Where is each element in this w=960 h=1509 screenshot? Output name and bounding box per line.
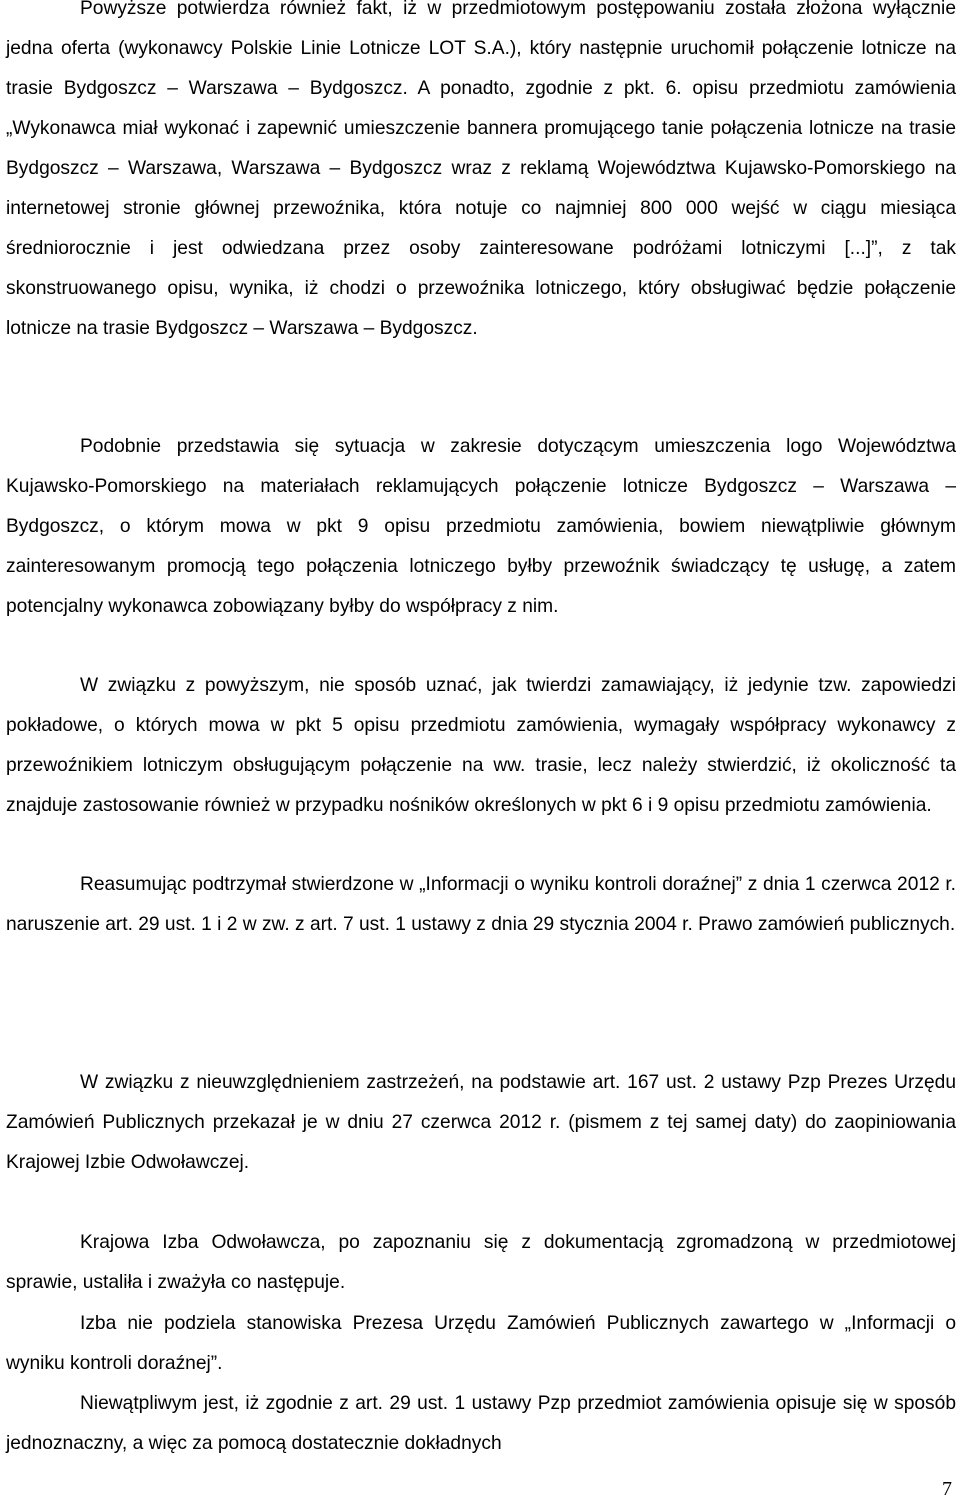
paragraph-6: Krajowa Izba Odwoławcza, po zapoznaniu się z dokumentacją zgromadzoną w przedmiotowej sprawie, ustaliła i zważyła co następuje. xyxy=(6,1232,956,1293)
paragraph-5: W związku z nieuwzględnieniem zastrzeżeń, na podstawie art. 167 ust. 2 ustawy Pzp Prezes Urzędu Zamówień Publicznych przekazał je w dniu 27 czerwca 2012 r. (pismem z tej samej daty) do zaopiniowania Krajowej Izbie Odwoławczej. xyxy=(6,1072,956,1173)
paragraph-2: Podobnie przedstawia się sytuacja w zakresie dotyczącym umieszczenia logo Województwa Kujawsko-Pomorskiego na materiałach reklamujących połączenie lotnicze Bydgoszcz – Warszawa – Bydgoszcz, o którym mowa w pkt 9 opisu przedmiotu zamówienia, bowiem niewątpliwie głównym zainteresowanym promocją tego połączenia lotniczego byłby przewoźnik świadczący tę usługę, a zatem potencjalny wykonawca zobowiązany byłby do współpracy z nim. xyxy=(6,436,956,617)
paragraph-3: W związku z powyższym, nie sposób uznać, jak twierdzi zamawiający, iż jedynie tzw. zapowiedzi pokładowe, o których mowa w pkt 5 opisu przedmiotu zamówienia, wymagały współpracy wykonawcy z przewoźnikiem lotniczym obsługującym połączenie na ww. trasie, lecz należy stwierdzić, iż okoliczność ta znajduje zastosowanie również w przypadku nośników określonych w pkt 6 i 9 opisu przedmiotu zamówienia. xyxy=(6,675,956,816)
paragraph-7: Izba nie podziela stanowiska Prezesa Urzędu Zamówień Publicznych zawartego w „Informacji o wyniku kontroli doraźnej”. xyxy=(6,1313,956,1374)
paragraph-4: Reasumując podtrzymał stwierdzone w „Informacji o wyniku kontroli doraźnej” z dnia 1 czerwca 2012 r. naruszenie art. 29 ust. 1 i 2 w zw. z art. 7 ust. 1 ustawy z dnia 29 stycznia 2004 r. Prawo zamówień publicznych. xyxy=(6,874,956,935)
page-number: 7 xyxy=(942,1478,952,1500)
paragraph-8: Niewątpliwym jest, iż zgodnie z art. 29 ust. 1 ustawy Pzp przedmiot zamówienia opisuje się w sposób jednoznaczny, a więc za pomocą dostatecznie dokładnych xyxy=(6,1393,956,1454)
paragraph-1: Powyższe potwierdza również fakt, iż w przedmiotowym postępowaniu została złożona wyłącznie jedna oferta (wykonawcy Polskie Linie Lotnicze LOT S.A.), który następnie uruchomił połączenie lotnicze na trasie Bydgoszcz – Warszawa – Bydgoszcz. A ponadto, zgodnie z pkt. 6. opisu przedmiotu zamówienia „Wykonawca miał wykonać i zapewnić umieszczenie bannera promującego tanie połączenia lotnicze na trasie Bydgoszcz – Warszawa, Warszawa – Bydgoszcz wraz z reklamą Województwa Kujawsko-Pomorskiego na internetowej stronie głównej przewoźnika, która notuje co najmniej 800 000 wejść w ciągu miesiąca średniorocznie i jest odwiedzana przez osoby zainteresowane podróżami lotniczymi [...]”, z tak skonstruowanego opisu, wynika, iż chodzi o przewoźnika lotniczego, który obsługiwać będzie połączenie lotnicze na trasie Bydgoszcz – Warszawa – Bydgoszcz. xyxy=(6,0,956,339)
